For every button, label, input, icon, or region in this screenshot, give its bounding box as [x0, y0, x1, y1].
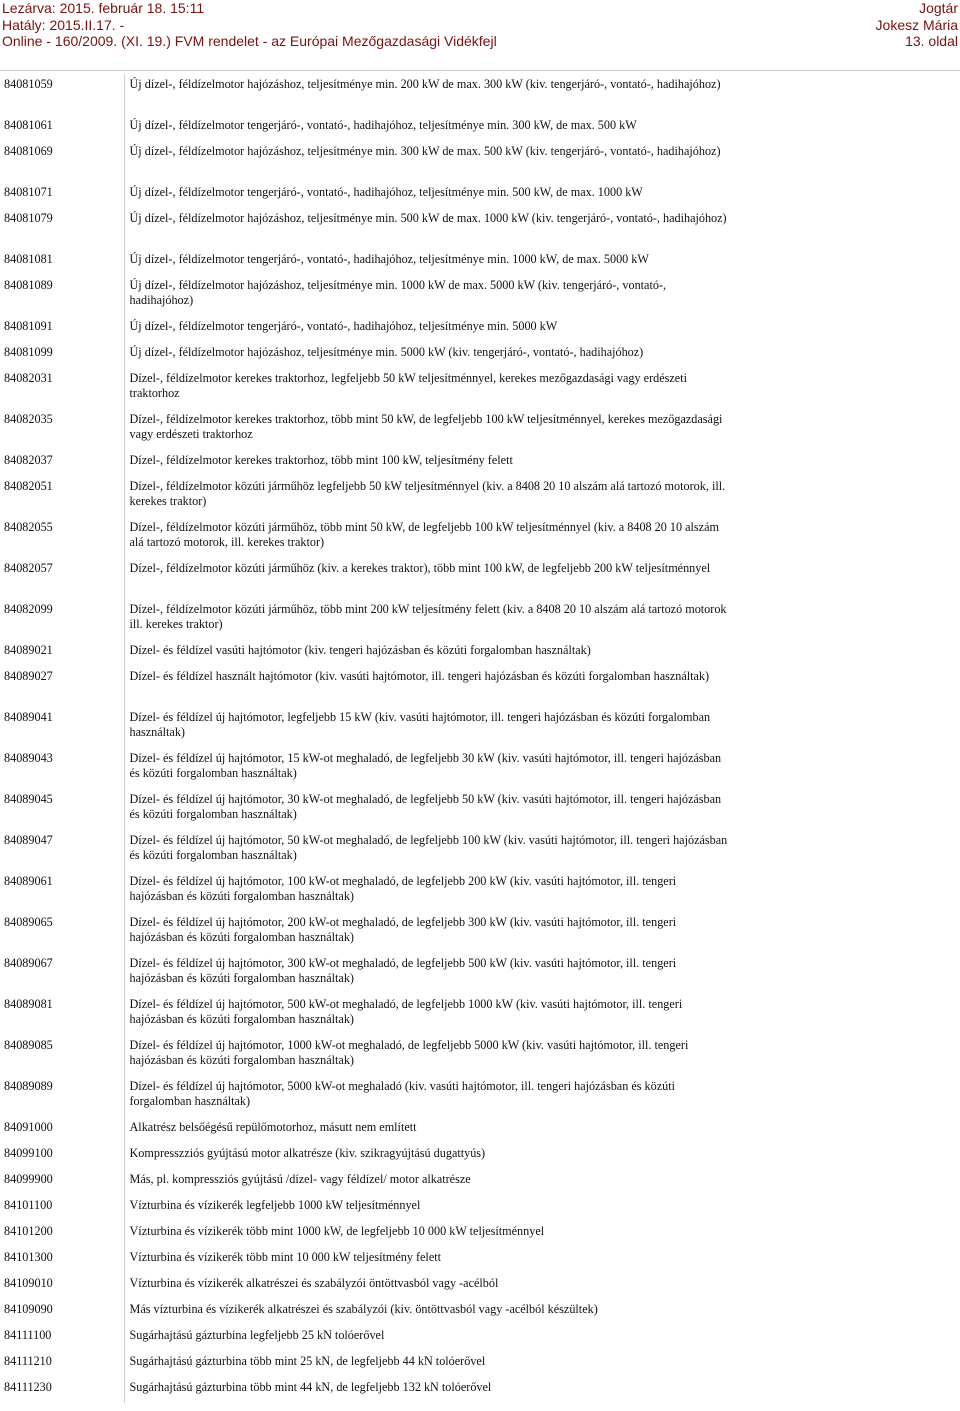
row-description: Dízel-, féldízelmotor kerekes traktorhoz, legfeljebb 50 kW teljesítménnyel, kerekes mezőgazdasági vagy erdészeti traktorhoz: [129, 371, 687, 400]
row-description: Dízel-, féldízelmotor közúti járműhöz (kiv. a kerekes traktor), több mint 100 kW, de legfeljebb 200 kW teljesítménnyel: [129, 561, 711, 575]
table-row: [0, 1117, 960, 1143]
table-row: [0, 342, 960, 368]
code-table: [0, 74, 960, 1403]
row-description: Dízel-, féldízelmotor közúti járműhöz legfeljebb 50 kW teljesítménnyel (kiv. a 8408 20 10 alszám alá tartozó motorok, ill. kerekes traktor): [129, 479, 726, 508]
table-row: [0, 912, 960, 953]
row-code: 84089089: [0, 1076, 124, 1117]
row-code: 84082037: [0, 450, 124, 476]
row-description: Új dízel-, féldízelmotor hajózáshoz, teljesítménye min. 300 kW de max. 500 kW (kiv. tengerjáró-, vontató-, hadihajóhoz): [129, 144, 721, 158]
row-code: 84081069: [0, 141, 124, 182]
row-code: 84101100: [0, 1195, 124, 1221]
row-code: 84089061: [0, 871, 124, 912]
table-row: [0, 666, 960, 707]
table-row: [0, 450, 960, 476]
row-code: 84082099: [0, 599, 124, 640]
row-description: Kompresszziós gyújtású motor alkatrésze (kiv. szikragyújtású dugattyús): [129, 1146, 486, 1160]
row-description: Dízel- és féldízel új hajtómotor, 100 kW-ot meghaladó, de legfeljebb 200 kW (kiv. vasúti hajtómotor, ill. tengeri hajózásban és közúti forgalomban használtak): [129, 874, 677, 903]
table-row: [0, 558, 960, 599]
table-row: [0, 1169, 960, 1195]
row-description: Dízel-, féldízelmotor közúti járműhöz, több mint 50 kW, de legfeljebb 100 kW teljesítménnyel (kiv. a 8408 20 10 alszám alá tartozó motorok, ill. kerekes traktor): [129, 520, 719, 549]
row-code: 84081091: [0, 316, 124, 342]
table-row: [0, 249, 960, 275]
table-row: [0, 1299, 960, 1325]
table-row: [0, 994, 960, 1035]
row-code: 84099900: [0, 1169, 124, 1195]
row-description: Sugárhajtású gázturbina több mint 25 kN, de legfeljebb 44 kN tolóerővel: [129, 1354, 486, 1368]
header-effective-date: Hatály: 2015.II.17. -: [2, 16, 125, 33]
row-code: 84089027: [0, 666, 124, 707]
table-row: [0, 1273, 960, 1299]
page-header: [0, 0, 960, 50]
row-code: 84089081: [0, 994, 124, 1035]
row-description: Dízel- és féldízel új hajtómotor, legfeljebb 15 kW (kiv. vasúti hajtómotor, ill. tengeri hajózásban és közúti forgalomban használtak): [129, 710, 711, 739]
header-right: [876, 0, 958, 50]
table-row: [0, 830, 960, 871]
header-closed-date: Lezárva: 2015. február 18. 15:11: [2, 0, 205, 16]
row-description: Alkatrész belsőégésű repülőmotorhoz, másutt nem említett: [129, 1120, 417, 1134]
row-description: Sugárhajtású gázturbina legfeljebb 25 kN tolóerővel: [129, 1328, 385, 1342]
row-description: Dízel- és féldízel használt hajtómotor (kiv. vasúti hajtómotor, ill. tengeri hajózásban és közúti forgalomban használtak): [129, 669, 710, 683]
header-source: Jogtár: [919, 0, 958, 16]
row-description: Vízturbina és vízikerék legfeljebb 1000 kW teljesítménnyel: [129, 1198, 421, 1212]
row-code: 84091000: [0, 1117, 124, 1143]
row-code: 84081061: [0, 115, 124, 141]
row-code: 84082035: [0, 409, 124, 450]
table-row: [0, 182, 960, 208]
table-row: [0, 476, 960, 517]
row-description: Vízturbina és vízikerék alkatrészei és szabályzói öntöttvasból vagy -acélból: [129, 1276, 499, 1290]
table-row: [0, 1351, 960, 1377]
row-description: Vízturbina és vízikerék több mint 10 000 kW teljesítmény felett: [129, 1250, 441, 1264]
row-description: Más, pl. kompressziós gyújtású /dízel- vagy féldízel/ motor alkatrésze: [129, 1172, 471, 1186]
table-row: [0, 640, 960, 666]
row-description: Új dízel-, féldízelmotor tengerjáró-, vontató-, hadihajóhoz, teljesítménye min. 5000 kW: [129, 319, 558, 333]
table-row: [0, 953, 960, 994]
row-description: Új dízel-, féldízelmotor tengerjáró-, vontató-, hadihajóhoz, teljesítménye min. 1000 kW, de max. 5000 kW: [129, 252, 649, 266]
row-description: Új dízel-, féldízelmotor hajózáshoz, teljesítménye min. 1000 kW de max. 5000 kW (kiv. tengerjáró-, vontató-, hadihajóhoz): [129, 278, 667, 307]
table-row: [0, 599, 960, 640]
table-row: [0, 1035, 960, 1076]
row-description: Dízel-, féldízelmotor kerekes traktorhoz, több mint 100 kW, teljesítmény felett: [129, 453, 513, 467]
row-description: Dízel- és féldízel új hajtómotor, 5000 kW-ot meghaladó (kiv. vasúti hajtómotor, ill. tengeri hajózásban és közúti forgalomban használtak): [129, 1079, 676, 1108]
table-row: [0, 789, 960, 830]
table-row: [0, 871, 960, 912]
table-row: [0, 1221, 960, 1247]
row-code: 84081081: [0, 249, 124, 275]
row-code: 84089045: [0, 789, 124, 830]
row-code: 84089043: [0, 748, 124, 789]
row-code: 84109090: [0, 1299, 124, 1325]
row-code: 84101200: [0, 1221, 124, 1247]
row-description: Dízel-, féldízelmotor közúti járműhöz, több mint 200 kW teljesítmény felett (kiv. a 8408 20 10 alszám alá tartozó motorok ill. kerekes traktor): [129, 602, 727, 631]
table-row: [0, 74, 960, 115]
row-description: Más vízturbina és vízikerék alkatrészei és szabályzói (kiv. öntöttvasból vagy -acélból készültek): [129, 1302, 598, 1316]
header-page-number: 13. oldal: [905, 33, 958, 49]
row-description: Új dízel-, féldízelmotor hajózáshoz, teljesítménye min. 200 kW de max. 300 kW (kiv. tengerjáró-, vontató-, hadihajóhoz): [129, 77, 721, 91]
row-code: 84082031: [0, 368, 124, 409]
row-description: Dízel- és féldízel új hajtómotor, 500 kW-ot meghaladó, de legfeljebb 1000 kW (kiv. vasúti hajtómotor, ill. tengeri hajózásban és közúti forgalomban használtak): [129, 997, 683, 1026]
table-top-border: [0, 70, 960, 71]
table-row: [0, 748, 960, 789]
row-code: 84082057: [0, 558, 124, 599]
code-table-body: [0, 74, 960, 1403]
row-code: 84089021: [0, 640, 124, 666]
row-description: Új dízel-, féldízelmotor hajózáshoz, teljesítménye min. 5000 kW (kiv. tengerjáró-, vontató-, hadihajóhoz): [129, 345, 644, 359]
row-description: Dízel- és féldízel új hajtómotor, 30 kW-ot meghaladó, de legfeljebb 50 kW (kiv. vasúti hajtómotor, ill. tengeri hajózásban és közúti forgalomban használtak): [129, 792, 722, 821]
row-description: Új dízel-, féldízelmotor hajózáshoz, teljesítménye min. 500 kW de max. 1000 kW (kiv. tengerjáró-, vontató-, hadihajóhoz): [129, 211, 727, 225]
row-description: Új dízel-, féldízelmotor tengerjáró-, vontató-, hadihajóhoz, teljesítménye min. 300 kW, de max. 500 kW: [129, 118, 637, 132]
table-row: [0, 1325, 960, 1351]
row-description: Dízel- és féldízel új hajtómotor, 300 kW-ot meghaladó, de legfeljebb 500 kW (kiv. vasúti hajtómotor, ill. tengeri hajózásban és közúti forgalomban használtak): [129, 956, 677, 985]
table-row: [0, 316, 960, 342]
table-row: [0, 1143, 960, 1169]
row-code: 84089065: [0, 912, 124, 953]
row-code: 84099100: [0, 1143, 124, 1169]
row-code: 84081071: [0, 182, 124, 208]
row-code: 84081099: [0, 342, 124, 368]
row-code: 84111100: [0, 1325, 124, 1351]
table-row: [0, 368, 960, 409]
table-row: [0, 409, 960, 450]
table-row: [0, 275, 960, 316]
table-row: [0, 707, 960, 748]
row-code: 84111210: [0, 1351, 124, 1377]
header-left: [2, 0, 497, 50]
row-code: 84081089: [0, 275, 124, 316]
row-code: 84081079: [0, 208, 124, 249]
row-description: Dízel-, féldízelmotor kerekes traktorhoz, több mint 50 kW, de legfeljebb 100 kW teljesítménnyel, kerekes mezőgazdasági vagy erdészeti traktorhoz: [129, 412, 723, 441]
row-code: 84089067: [0, 953, 124, 994]
table-row: [0, 1377, 960, 1403]
table-row: [0, 115, 960, 141]
row-description: Vízturbina és vízikerék több mint 1000 kW, de legfeljebb 10 000 kW teljesítménnyel: [129, 1224, 545, 1238]
row-code: 84082051: [0, 476, 124, 517]
row-code: 84081059: [0, 74, 124, 115]
row-description: Dízel- és féldízel új hajtómotor, 1000 kW-ot meghaladó, de legfeljebb 5000 kW (kiv. vasúti hajtómotor, ill. tengeri hajózásban és közúti forgalomban használtak): [129, 1038, 689, 1067]
header-user: Jokesz Mária: [875, 16, 958, 33]
row-code: 84089085: [0, 1035, 124, 1076]
row-description: Dízel- és féldízel új hajtómotor, 15 kW-ot meghaladó, de legfeljebb 30 kW (kiv. vasúti hajtómotor, ill. tengeri hajózásban és közúti forgalomban használtak): [129, 751, 722, 780]
row-description: Dízel- és féldízel új hajtómotor, 50 kW-ot meghaladó, de legfeljebb 100 kW (kiv. vasúti hajtómotor, ill. tengeri hajózásban és közúti forgalomban használtak): [129, 833, 728, 862]
row-description: Sugárhajtású gázturbina több mint 44 kN, de legfeljebb 132 kN tolóerővel: [129, 1380, 492, 1394]
row-code: 84101300: [0, 1247, 124, 1273]
table-row: [0, 1247, 960, 1273]
row-description: Új dízel-, féldízelmotor tengerjáró-, vontató-, hadihajóhoz, teljesítménye min. 500 kW, de max. 1000 kW: [129, 185, 643, 199]
header-document-title: Online - 160/2009. (XI. 19.) FVM rendelet - az Európai Mezőgazdasági Vidékfejl: [2, 33, 497, 49]
row-code: 84089041: [0, 707, 124, 748]
table-row: [0, 1195, 960, 1221]
table-row: [0, 517, 960, 558]
row-description: Dízel- és féldízel új hajtómotor, 200 kW-ot meghaladó, de legfeljebb 300 kW (kiv. vasúti hajtómotor, ill. tengeri hajózásban és közúti forgalomban használtak): [129, 915, 677, 944]
row-code: 84082055: [0, 517, 124, 558]
row-code: 84089047: [0, 830, 124, 871]
table-row: [0, 1076, 960, 1117]
table-row: [0, 141, 960, 182]
row-code: 84111230: [0, 1377, 124, 1403]
row-code: 84109010: [0, 1273, 124, 1299]
row-description: Dízel- és féldízel vasúti hajtómotor (kiv. tengeri hajózásban és közúti forgalomban használtak): [129, 643, 591, 657]
table-row: [0, 208, 960, 249]
